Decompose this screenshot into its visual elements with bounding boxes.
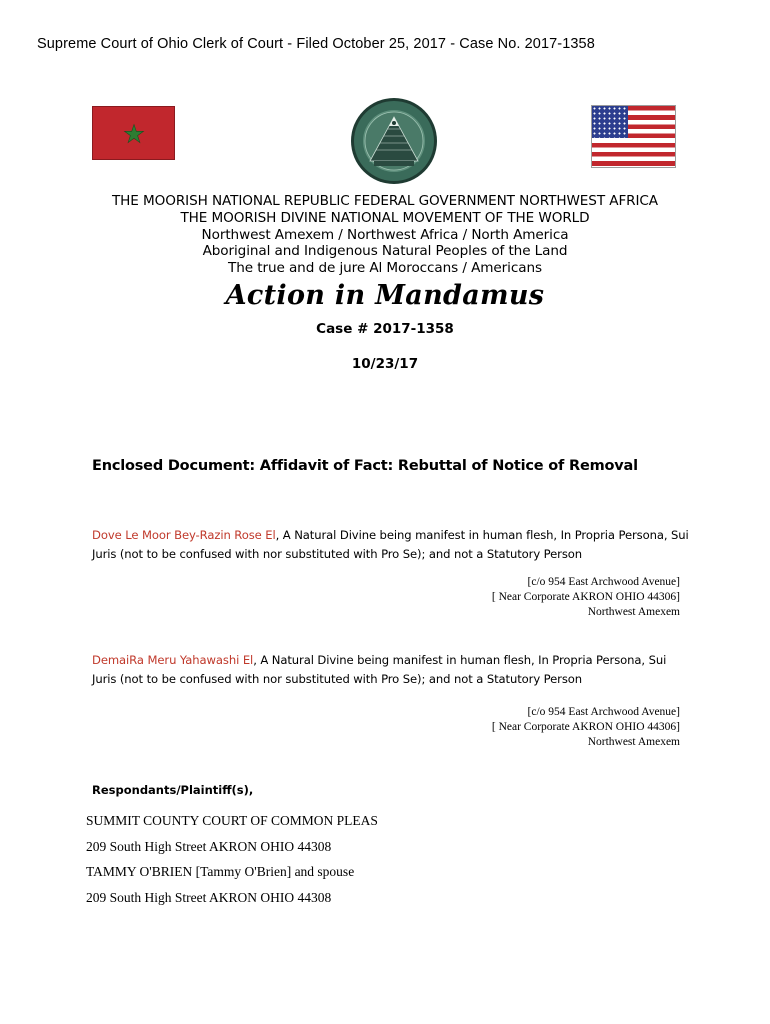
header-line: THE MOORISH DIVINE NATIONAL MOVEMENT OF THE WORLD bbox=[180, 209, 590, 226]
header-line: The true and de jure Al Moroccans / Americans bbox=[228, 260, 542, 277]
party-description: Juris (not to be confused with nor substituted with Pro Se); and not a Statutory Person bbox=[92, 671, 583, 686]
party-entry bbox=[92, 651, 692, 688]
document-title: Action in Mandamus bbox=[225, 280, 545, 311]
organization-header bbox=[0, 193, 770, 277]
address-line: Northwest Amexem bbox=[587, 736, 680, 748]
party-description: , A Natural Divine being manifest in human flesh, In Propria Persona, Sui bbox=[275, 528, 689, 542]
case-number: Case # 2017-1358 bbox=[316, 321, 454, 337]
address-line: [ Near Corporate AKRON OHIO 44306] bbox=[491, 591, 680, 603]
document-date: 10/23/17 bbox=[351, 356, 419, 372]
address-line: [c/o 954 East Archwood Avenue] bbox=[527, 706, 680, 718]
address-line: [ Near Corporate AKRON OHIO 44306] bbox=[491, 721, 680, 733]
address-line: [c/o 954 East Archwood Avenue] bbox=[527, 576, 680, 588]
header-line: Aboriginal and Indigenous Natural Peoples of the Land bbox=[202, 243, 568, 260]
party-description: Juris (not to be confused with nor substituted with Pro Se); and not a Statutory Person bbox=[92, 546, 583, 561]
usa-flag-icon bbox=[591, 105, 676, 168]
filing-stamp: Supreme Court of Ohio Clerk of Court - Filed October 25, 2017 - Case No. 2017-1358 bbox=[37, 36, 595, 52]
great-seal-icon bbox=[350, 97, 438, 185]
header-line: THE MOORISH NATIONAL REPUBLIC FEDERAL GOVERNMENT NORTHWEST AFRICA bbox=[111, 193, 659, 209]
party-name: Dove Le Moor Bey-Razin Rose El bbox=[92, 528, 276, 542]
morocco-star-icon bbox=[123, 123, 145, 145]
address-line: Northwest Amexem bbox=[587, 606, 680, 618]
respondents-label: Respondants/Plaintiff(s), bbox=[92, 783, 254, 797]
morocco-flag-icon bbox=[92, 106, 175, 160]
party-address bbox=[492, 575, 680, 620]
respondent-line: 209 South High Street AKRON OHIO 44308 bbox=[86, 839, 332, 854]
header-line: Northwest Amexem / Northwest Africa / North America bbox=[201, 226, 569, 243]
respondent-line: TAMMY O'BRIEN [Tammy O'Brien] and spouse bbox=[86, 864, 355, 879]
usa-flag-canton bbox=[592, 106, 628, 138]
enclosed-document: Enclosed Document: Affidavit of Fact: Rebuttal of Notice of Removal bbox=[92, 458, 638, 474]
party-address bbox=[492, 705, 680, 750]
party-entry bbox=[92, 526, 692, 563]
party-name: DemaiRa Meru Yahawashi El bbox=[92, 653, 254, 667]
respondent-line: 209 South High Street AKRON OHIO 44308 bbox=[86, 890, 332, 905]
party-description: , A Natural Divine being manifest in human flesh, In Propria Persona, Sui bbox=[253, 653, 667, 667]
respondent-line: SUMMIT COUNTY COURT OF COMMON PLEAS bbox=[86, 813, 378, 828]
